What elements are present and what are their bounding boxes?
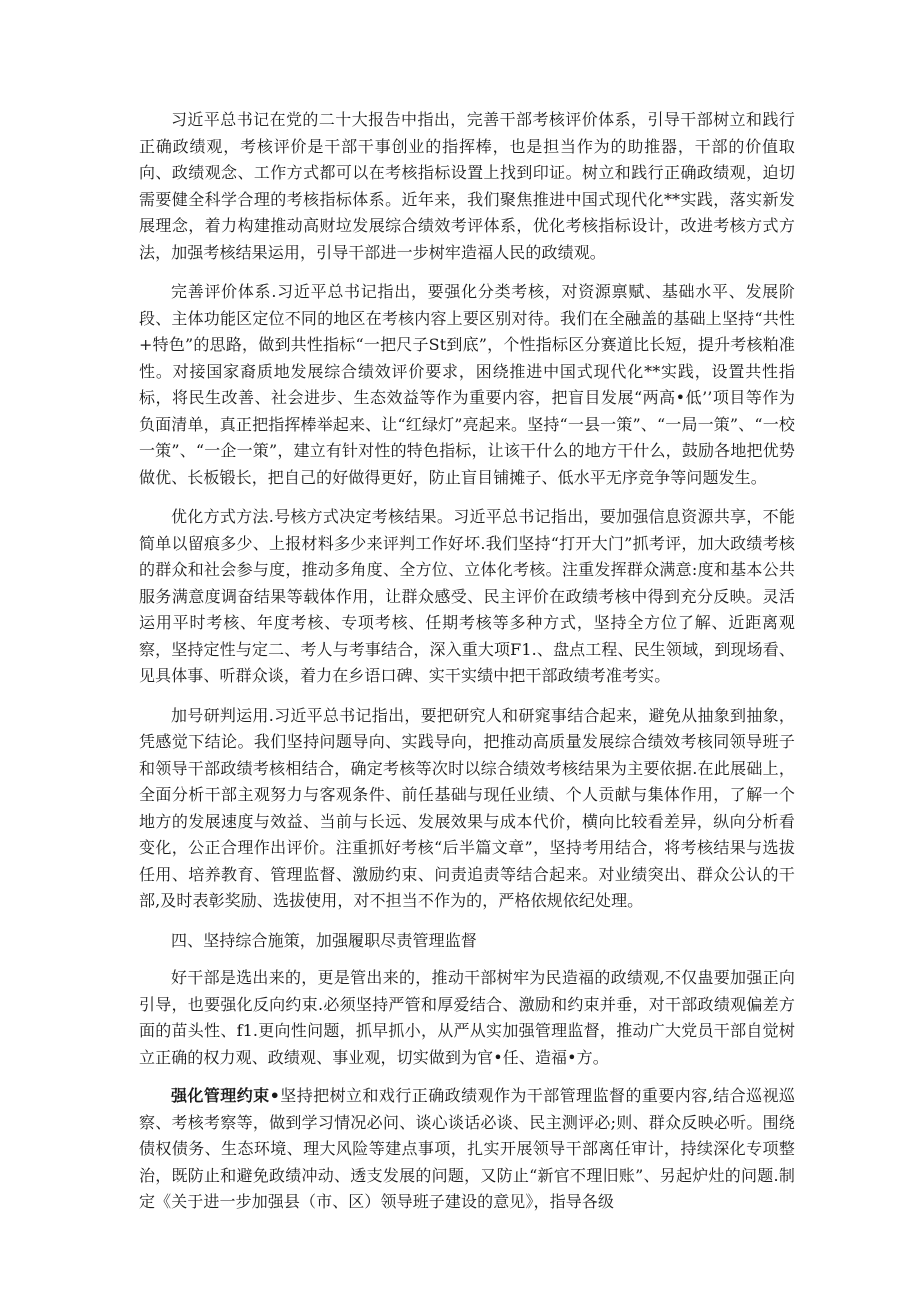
- paragraph-management: [139, 1083, 795, 1216]
- paragraph-evaluation-system: 完善评价体系.习近平总书记指出，要强化分类考核，对资源禀赋、基础水平、发展阶段、主体功能区定位不同的地区在考核内容上要区别对待。我们在全融盖的基础上坚持“共性+特色”的思路，做到共性指标“一把尺子St到底”，个性指标区分赛道比长短，提升考核粕准性。对接国家裔质地发展综合绩效评价要求，困绕推进中国式现代化**实践，设置共性指标，将民生改善、社会进步、生态效益等作为重要内容，把盲目发展“两高•低’’项目等作为负面清单，真正把指挥棒举起来、让“红绿灯”亮起来。坚持“一县一策”、“一局一策”、“一校一策”、“一企一策”，建立有针对性的特色指标，让该干什么的地方干什么，鼓励各地把优势做优、长板锻长，把自己的好做得更好，防止盲目铺摊子、低水平无序竞争等问题发生。: [139, 282, 795, 487]
- paragraph-management-text: 坚持把树立和戏行正确政绩观作为干部管理监督的重要内容,结合巡视巡察、考核考察等，做到学习情况必问、谈心谈话必谈、民主测评必;则、群众反映必听。围绕债权债务、生态环境、理大风险等建点事项，扎实开展领导干部离任审计，持续深化专项整治，既防止和避免政绩冲动、透支发展的问题，又防止“新官不理旧账”、另起炉灶的问题.制定《关于进一步加强县（市、区）领导班子建设的意见》，指导各级: [139, 1086, 795, 1211]
- section-heading: 四、坚持综合施策，加强履职尽责管理监督: [171, 930, 477, 950]
- paragraph-supervision: 好干部是选出来的，更是管出来的，推动干部树牢为民造福的政绩观,不仅蛊要加强正向引导，也要强化反向约束.必须坚持严管和厚爱结合、激励和约束并垂，对干部政绩观偏差方面的苗头性、f1.更向性问题，抓早抓小，从严从实加强管理监督，推动广大党员干部自觉树立正确的权力观、政绩观、事业观，切实做到为官•任、造福•方。: [139, 968, 795, 1067]
- document-body: [139, 107, 795, 1229]
- paragraph-methods: 优化方式方法.号核方式决定考核结果。习近平总书记指出，要加强信息资源共享，不能简单以留痕多少、上报材料多少来评判工作好坏.我们坚持“打开大门”抓考评，加大政绩考核的群众和社会参与度，推动多角度、全方位、立体化考核。注重发挥群众满意:度和基本公共服务满意度调奋结果等载体作用，让群众感受、民主评价在政绩考核中得到充分反映。灵活运用平时考核、年度考核、专项考核、任期考核等多种方式，坚持全方位了解、近距离观察，坚持定性与定二、考人与考事结合，深入重大项F1.、盘点工程、民生领域，到现场看、见具体事、听群众谈，着力在乡语口碑、实干实绩中把干部政绩考准考实。: [139, 507, 795, 685]
- paragraph-lead: 强化管理约束•: [171, 1086, 280, 1105]
- paragraph-intro: 习近平总书记在党的二十大报告中指出，完善干部考核评价体系，引导干部树立和践行正确政绩观，考核评价是干部干事创业的指挥棒，也是担当作为的助推器，干部的价值取向、政绩观念、工作方式都可以在考核指标设置上找到印证。树立和践行正确政绩观，迫切需要健全科学合理的考核指标体系。近年来，我们聚焦推进中国式现代化**实践，落实新发展理念，着力构建推动高财垃发展综合绩效考评体系，优化考核指标设计，改进考核方式方法，加强考核结果运用，引导干部进一步树牢造福人民的政绩观。: [139, 110, 795, 262]
- paragraph-application: 加号研判运用.习近平总书记指出，要把研究人和研窕事结合起来，避免从抽象到抽象，凭感觉下结论。我们坚持问题导向、实践导向，把推动高质量发展综合绩效考核同领导班子和领导干部政绩考核相结合，确定考核等次时以综合绩效考核结果为主要依据.在此展础上，全面分析干部主观努力与客观条件、前任基础与现任业绩、个人贡献与集体作用，了解一个地方的发展速度与效益、当前与长远、发展效果与成本代价，横向比较看差异，纵向分析看变化，公正合理作出评价。注重抓好考核“后半篇文章”，坚持考用结合，将考核结果与选拔任用、培养教育、管理监督、激励约束、问责追责等结合起来。对业绩突出、群众公认的干部,及时表彰奖励、选拔使用，对不担当不作为的，严格依规依纪处理。: [139, 705, 795, 910]
